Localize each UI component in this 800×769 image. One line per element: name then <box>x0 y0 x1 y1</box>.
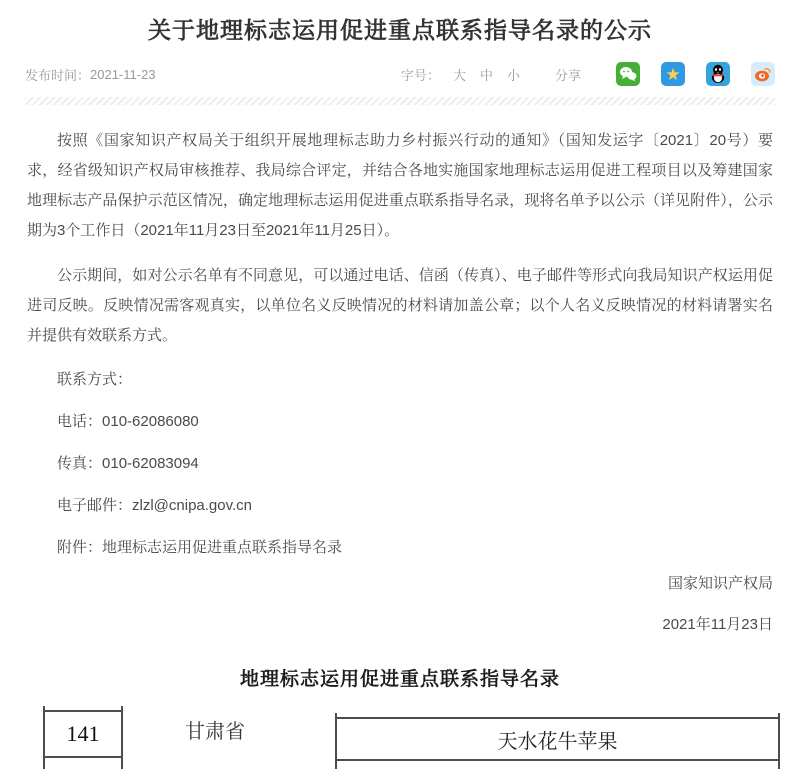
table-cell-number <box>43 706 123 769</box>
wechat-share-icon[interactable] <box>616 62 640 86</box>
qzone-share-icon[interactable] <box>661 62 685 86</box>
table-cell-province: 甘肃省 <box>185 721 245 743</box>
weibo-share-icon[interactable] <box>751 62 775 86</box>
fax-label: 传真： <box>57 455 103 472</box>
paragraph: 公示期间，如对公示名单有不同意见，可以通过电话、信函（传真）、电子邮件等形式向我局知识产权运用促进司反映。反映情况需客观真实，以单位名义反映情况的材料请加盖公章；以个人名义反映情况的材料请署实名并提供有效联系方式。 <box>27 267 773 344</box>
fax-value: 010-62083094 <box>102 455 199 472</box>
share-label: 分享 <box>554 67 581 83</box>
phone-label: 电话： <box>57 413 103 430</box>
article-body <box>27 126 773 640</box>
phone-value: 010-62086080 <box>102 413 199 430</box>
qzone-star-glyph: ★ <box>665 64 681 84</box>
attachment-table-title: 地理标志运用促进重点联系指导名录 <box>239 669 560 690</box>
contact-line-email <box>27 491 773 521</box>
qq-penguin-glyph <box>709 64 727 84</box>
attachment-table <box>0 699 800 769</box>
table-product-name: 天水花牛苹果 <box>335 717 780 761</box>
signature-date: 2021年11月23日 <box>662 616 773 633</box>
meta-bar <box>25 62 775 86</box>
font-size-medium-button[interactable]: 中 <box>479 67 493 83</box>
hatched-divider <box>25 97 775 105</box>
email-value: zlzl@cnipa.gov.cn <box>132 497 253 514</box>
contact-line-phone <box>27 407 773 437</box>
font-size-large-button[interactable]: 大 <box>452 67 466 83</box>
font-size-small-button[interactable]: 小 <box>506 67 520 83</box>
paragraph: 按照《国家知识产权局关于组织开展地理标志助力乡村振兴行动的通知》（国知发运字〔2021〕20号）要求，经省级知识产权局审核推荐、我局综合评定，并结合各地实施国家地理标志运用促进工程项目以及筹建国家地理标志产品保护示范区情况，确定地理标志运用促进重点联系指导名录，现将名单予以公示（详见附件），公示期为3个工作日（2021年11月23日至2021年11月25日）。 <box>27 132 773 239</box>
contact-line-attachment <box>27 533 773 563</box>
publish-time-value: 2021-11-23 <box>90 66 156 82</box>
attachment-label: 附件： <box>57 539 103 556</box>
wechat-bubbles-glyph <box>619 66 637 82</box>
table-row-number: 141 <box>43 710 123 758</box>
font-size-label: 字号： <box>400 67 440 83</box>
publish-time <box>25 65 156 84</box>
contact-heading: 联系方式： <box>57 371 133 388</box>
weibo-sun-glyph <box>754 66 772 82</box>
contact-line-fax <box>27 449 773 479</box>
signature-org: 国家知识产权局 <box>667 575 773 592</box>
page-title: 关于地理标志运用促进重点联系指导名录的公示 <box>148 17 652 43</box>
attachment-link-text: 地理标志运用促进重点联系指导名录 <box>102 539 343 556</box>
table-cell-product <box>335 713 780 769</box>
email-label: 电子邮件： <box>57 497 133 514</box>
publish-time-label: 发布时间： <box>25 67 91 83</box>
qq-share-icon[interactable] <box>706 62 730 86</box>
